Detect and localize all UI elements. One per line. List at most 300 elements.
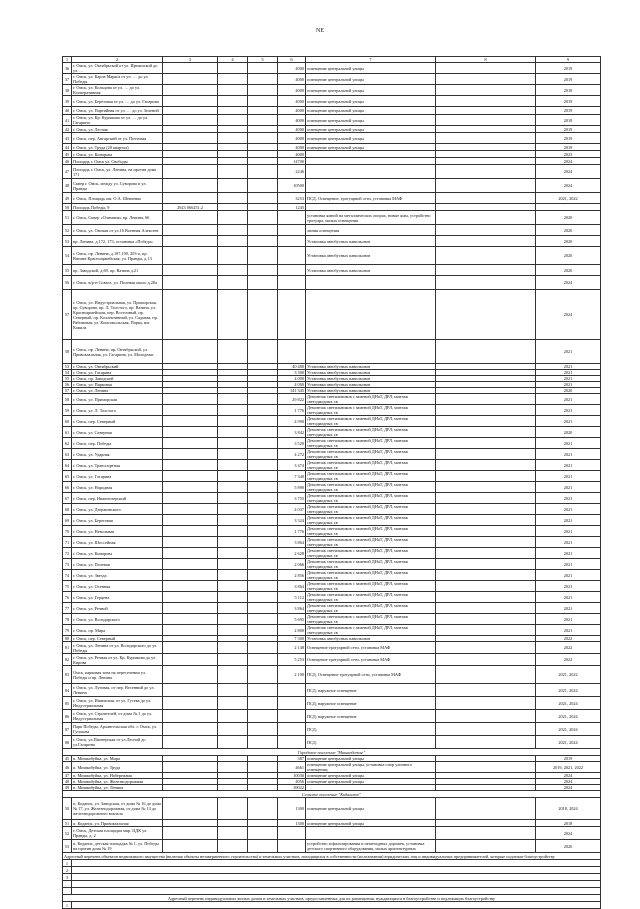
col4-cell [218, 710, 248, 723]
row-number-cell: 76 [63, 592, 72, 603]
col3-cell [163, 290, 218, 340]
table-row [63, 570, 601, 581]
col8-cell [436, 204, 536, 211]
year-cell: 2021 [536, 625, 601, 636]
col4-cell [218, 144, 248, 151]
year-cell: 2021 [536, 504, 601, 515]
col8-cell [436, 179, 536, 193]
col5-cell [248, 736, 278, 749]
year-cell: 2019 [536, 96, 601, 107]
col5-cell [248, 144, 278, 151]
row-number-cell: 44 [63, 144, 72, 151]
year-cell: 2021 [536, 340, 601, 364]
year-cell: 2020 [536, 840, 601, 853]
work-cell: освещение центральной улицы [306, 779, 436, 785]
col4-cell [218, 96, 248, 107]
col3-cell [163, 460, 218, 471]
work-cell: Демонтаж светильников с заменой ДНаТ, ДРЛ, монтаж светодиодных св [306, 394, 436, 405]
work-cell: Демонтаж светильников с заменой ДНаТ, ДРЛ, монтаж светодиодных св [306, 416, 436, 427]
col5-cell [248, 482, 278, 493]
col3-cell [163, 614, 218, 625]
col5-cell [248, 96, 278, 107]
col3-cell [163, 798, 218, 820]
work-cell: ПСД, Освещение, тротуарной сети, установка МАФ [306, 193, 436, 204]
address-cell: г. Омск, ул. Народная [72, 482, 163, 493]
col5-cell [248, 115, 278, 126]
address-cell: г. Омск, ул. Приморская [72, 394, 163, 405]
area-cell [278, 225, 306, 236]
work-cell [306, 340, 436, 364]
col5-cell [248, 827, 278, 840]
col3-cell [163, 482, 218, 493]
header-cell-3: 3 [163, 57, 218, 63]
year-cell: 2024 [536, 165, 601, 179]
col8-cell [436, 107, 536, 115]
year-cell: 2021 [536, 570, 601, 581]
col3-cell [163, 438, 218, 449]
work-cell: Демонтаж светильников с заменой ДНаТ, ДРЛ, монтаж светодиодных св [306, 537, 436, 548]
year-cell: 2024 [536, 779, 601, 785]
address-cell: г. Омск, ул. Речная от ул. Кр. Куршкова до ул. Кирова [72, 654, 163, 666]
address-cell: г. Омск, пр. Заводской [72, 376, 163, 382]
col8-cell [436, 581, 536, 592]
table-row [63, 840, 601, 853]
col4-cell [218, 340, 248, 364]
col4-cell [218, 537, 248, 548]
col3-cell [163, 151, 218, 158]
year-cell: 2021, 2022 [536, 193, 601, 204]
col4-cell [218, 394, 248, 405]
col5-cell [248, 504, 278, 515]
col3-cell [163, 526, 218, 537]
row-number-cell: 2 [63, 867, 72, 874]
address-cell: г. Омск, пр. Ленина, пр. Октябрьской, ул. Привокзальная, ул. Гагарина, ул. Молодежи [72, 340, 163, 364]
area-cell: 10500 [278, 179, 306, 193]
table-row [63, 625, 601, 636]
address-cell: Площадь Победы, 9 [72, 204, 163, 211]
note-row [63, 853, 601, 860]
col8-cell [436, 471, 536, 482]
address-cell: г. Омск, пер. Северный [72, 636, 163, 642]
work-cell: устройство асфальтирования и пешеходных дорожек, установка детского спортивного оборудования, малых архитектурных [306, 840, 436, 853]
area-cell: 1245 [278, 204, 306, 211]
row-number-cell: 67 [63, 493, 72, 504]
table-row [63, 592, 601, 603]
col4-cell [218, 63, 248, 74]
table-row [63, 537, 601, 548]
address-cell: г. Омск, ул. Шоссейная [72, 537, 163, 548]
work-cell: ПСД; наружное освещение [306, 684, 436, 697]
header-cell-2: 2 [72, 57, 163, 63]
address-cell: г. Омск, ул. Строителей, от дома № 1 до ул. Индустриальная [72, 710, 163, 723]
year-cell: 2021 [536, 581, 601, 592]
address-cell: г. Омск, ул. Комарова [72, 151, 163, 158]
year-cell: 2019 [536, 74, 601, 85]
address-cell: г. Омск, ул. Труда (20 квартал) [72, 144, 163, 151]
area-cell: 2 628 [278, 548, 306, 559]
col8-cell [436, 570, 536, 581]
col5-cell [248, 654, 278, 666]
table-row [63, 614, 601, 625]
address-cell: г. Омск, ул. Ленина [72, 388, 163, 394]
col8-cell [436, 144, 536, 151]
address-cell: г. Омск, ул. Ударная [72, 449, 163, 460]
col8-cell [436, 276, 536, 290]
col4-cell [218, 225, 248, 236]
area-cell: 141 345 [278, 388, 306, 394]
work-cell: Установка автобусных павильонов [306, 376, 436, 382]
area-cell: 5 253 [278, 654, 306, 666]
area-cell [278, 684, 306, 697]
work-cell: освещение центральной улицы [306, 126, 436, 133]
table-row [63, 798, 601, 820]
col4-cell [218, 211, 248, 225]
table-row [63, 526, 601, 537]
col8-cell [436, 158, 536, 165]
area-cell: 4000 [278, 85, 306, 96]
year-cell: 2021, 2024 [536, 723, 601, 736]
col3-cell [163, 193, 218, 204]
address-cell: г. Омск, пер. Ангарский от ул. Почтовая [72, 133, 163, 144]
work-cell [306, 151, 436, 158]
col5-cell [248, 710, 278, 723]
year-cell: 2020 [536, 236, 601, 247]
col8-cell [436, 515, 536, 526]
work-cell: Установка автобусных павильонов [306, 265, 436, 276]
address-cell: пр. Ленина, д.172, 173, остановка «Победа» [72, 236, 163, 247]
address-cell: г. Омск, ул. Осенняя [72, 581, 163, 592]
table-row [63, 265, 601, 276]
col3-cell [163, 144, 218, 151]
year-cell: 2021 [536, 405, 601, 416]
col8-cell [436, 460, 536, 471]
empty-cell [72, 860, 601, 867]
col3-cell: 2923 066251.2 [163, 204, 218, 211]
area-cell [278, 723, 306, 736]
row-number-cell: 47 [63, 773, 72, 779]
address-cell: г. Омск, ул. Октябрьской от ул. Иртышской до ул. … [72, 63, 163, 74]
work-cell: освещение центральной улицы [306, 820, 436, 827]
col3-cell [163, 63, 218, 74]
col3-cell [163, 276, 218, 290]
area-cell [278, 840, 306, 853]
area-cell: 4000 [278, 151, 306, 158]
col8-cell [436, 85, 536, 96]
row-number-cell: 55 [63, 265, 72, 276]
address-cell: г. Омск, ул. Партийная от ул. … до ул. Зеленой [72, 107, 163, 115]
row-number-cell: 1 [63, 902, 72, 909]
table-row [63, 340, 601, 364]
col5-cell [248, 471, 278, 482]
year-cell: 2021 [536, 471, 601, 482]
area-cell [278, 276, 306, 290]
empty-cell [72, 867, 601, 874]
work-cell: Демонтаж светильников с заменой ДНаТ, ДРЛ, монтаж светодиодных св [306, 515, 436, 526]
table-row [63, 204, 601, 211]
table-row [63, 126, 601, 133]
work-cell: Демонтаж светильников с заменой ДНаТ, ДРЛ, монтаж светодиодных св [306, 438, 436, 449]
address-cell: Площадь г. Омск, ул. Ленина, на против дома 171 [72, 165, 163, 179]
year-cell: 2021 [536, 370, 601, 376]
col5-cell [248, 614, 278, 625]
address-cell: г. Омск, ул. Звезда [72, 570, 163, 581]
year-cell: 2019 [536, 144, 601, 151]
col5-cell [248, 697, 278, 710]
col8-cell [436, 225, 536, 236]
col3-cell [163, 179, 218, 193]
col5-cell [248, 85, 278, 96]
col8-cell [436, 211, 536, 225]
col8-cell [436, 449, 536, 460]
col3-cell [163, 654, 218, 666]
area-cell: 2246 [278, 165, 306, 179]
col3-cell [163, 570, 218, 581]
col4-cell [218, 247, 248, 265]
address-cell: г. Омск, ул. Транспортная [72, 460, 163, 471]
col4-cell [218, 570, 248, 581]
col5-cell [248, 684, 278, 697]
row-number-cell: 45 [63, 756, 72, 762]
col5-cell [248, 581, 278, 592]
col8-cell [436, 526, 536, 537]
col8-cell [436, 63, 536, 74]
col4-cell [218, 515, 248, 526]
year-cell: 2021, 2022 [536, 666, 601, 684]
area-cell: 3 842 [278, 427, 306, 438]
col4-cell [218, 666, 248, 684]
col4-cell [218, 736, 248, 749]
col3-cell [163, 115, 218, 126]
col5-cell [248, 723, 278, 736]
row-number-cell: 55 [63, 376, 72, 382]
work-cell: Демонтаж светильников с заменой ДНаТ, ДРЛ, монтаж светодиодных св [306, 482, 436, 493]
col8-cell [436, 559, 536, 570]
work-cell: освещение центральной улицы [306, 74, 436, 85]
col8-cell [436, 340, 536, 364]
year-cell: 2018 [536, 115, 601, 126]
work-cell: Освещение тротуарной сети, установка МАФ [306, 654, 436, 666]
work-cell: Установка автобусных павильонов [306, 382, 436, 388]
table-row [63, 158, 601, 165]
work-cell: линия освещения [306, 225, 436, 236]
col5-cell [248, 405, 278, 416]
year-cell: 2021 [536, 592, 601, 603]
table-row [63, 515, 601, 526]
row-number-cell: 42 [63, 126, 72, 133]
col5-cell [248, 74, 278, 85]
address-cell: п. Мишкобуйка, ул. Ленина [72, 785, 163, 791]
row-number-cell: 62 [63, 438, 72, 449]
col3-cell [163, 515, 218, 526]
address-cell: Парк Победы, Архангельская обл. г. Омск, ул. Гуськова [72, 723, 163, 736]
col5-cell [248, 265, 278, 276]
col4-cell [218, 204, 248, 211]
row-number-cell: 79 [63, 625, 72, 636]
area-cell: 3253 [278, 193, 306, 204]
address-cell: г. Омск, ул. Луговая, от пер. Весенний до ул. Ленина [72, 684, 163, 697]
row-number-cell: 52 [63, 225, 72, 236]
address-cell: п. Мишкобуйка, ул. Мира [72, 756, 163, 762]
col8-cell [436, 654, 536, 666]
area-cell: 4000 [278, 107, 306, 115]
table-row [63, 559, 601, 570]
col4-cell [218, 74, 248, 85]
area-cell: 39022 [278, 785, 306, 791]
col3-cell [163, 158, 218, 165]
year-cell: 2021 [536, 493, 601, 504]
area-cell [278, 710, 306, 723]
col3-cell [163, 625, 218, 636]
col4-cell [218, 827, 248, 840]
table-row [63, 723, 601, 736]
area-cell: 2 066 [278, 559, 306, 570]
work-cell: Демонтаж светильников с заменой ДНаТ, ДРЛ, монтаж светодиодных св [306, 581, 436, 592]
col8-cell [436, 548, 536, 559]
col8-cell [436, 165, 536, 179]
col8-cell [436, 736, 536, 749]
col5-cell [248, 603, 278, 614]
row-number-cell: 41 [63, 115, 72, 126]
col3-cell [163, 133, 218, 144]
address-cell: Сквер г. Омск, между ул. Суворова и ул. Правды [72, 179, 163, 193]
col8-cell [436, 236, 536, 247]
col4-cell [218, 290, 248, 340]
table-row [63, 827, 601, 840]
col4-cell [218, 625, 248, 636]
work-cell: Демонтаж светильников с заменой ДНаТ, ДРЛ, монтаж светодиодных св [306, 625, 436, 636]
area-cell [278, 290, 306, 340]
col4-cell [218, 614, 248, 625]
col4-cell [218, 697, 248, 710]
area-cell: 1 776 [278, 405, 306, 416]
col5-cell [248, 570, 278, 581]
area-cell: 4000 [278, 74, 306, 85]
work-cell: Демонтаж светильников с заменой ДНаТ, ДРЛ, монтаж светодиодных св [306, 592, 436, 603]
year-cell: 2021 [536, 364, 601, 370]
col8-cell [436, 74, 536, 85]
work-cell: освещение центральной улицы [306, 756, 436, 762]
col8-cell [436, 126, 536, 133]
header-cell-4: 4 [218, 57, 248, 63]
work-cell: освещение центральной улицы, установка опор уличного освещения; [306, 762, 436, 773]
col3-cell [163, 736, 218, 749]
year-cell: 2024 [536, 158, 601, 165]
col3-cell [163, 548, 218, 559]
work-cell: Установка автобусных павильонов [306, 236, 436, 247]
row-number-cell: 46 [63, 158, 72, 165]
note-text: Адресный перечень индивидуальных жилых домов и земельных участков, предоставленных для их размещения, нуждающихся в благоустройстве и подлежащих благоустройству [63, 895, 601, 902]
empty-cell [72, 888, 601, 895]
table-row [63, 394, 601, 405]
col5-cell [248, 394, 278, 405]
col4-cell [218, 449, 248, 460]
year-cell: 2019 [536, 107, 601, 115]
year-cell: 2022 [536, 654, 601, 666]
address-cell: г. Омск, ул. Карла Маркса от ул. … до ул. Победы [72, 74, 163, 85]
col4-cell [218, 642, 248, 654]
col3-cell [163, 710, 218, 723]
address-cell: г. Омск, пер. Нижнеозерский [72, 493, 163, 504]
row-number-cell: 53 [63, 236, 72, 247]
col5-cell [248, 666, 278, 684]
year-cell: 2021 [536, 482, 601, 493]
row-number-cell: 75 [63, 581, 72, 592]
year-cell: 2021 [536, 614, 601, 625]
year-cell: 2021, 2024 [536, 684, 601, 697]
col4-cell [218, 559, 248, 570]
row-number-cell: 87 [63, 723, 72, 736]
col3-cell [163, 723, 218, 736]
col3-cell [163, 642, 218, 654]
row-number-cell: 66 [63, 482, 72, 493]
table-row [63, 427, 601, 438]
work-cell: ПСД; наружное освещение [306, 710, 436, 723]
row-number-cell: 53 [63, 364, 72, 370]
address-cell: г. Омск, ул. Октябрьский [72, 364, 163, 370]
col8-cell [436, 482, 536, 493]
year-cell: 2021 [536, 416, 601, 427]
blank-row [63, 881, 601, 888]
col3-cell [163, 581, 218, 592]
blank-row [63, 902, 601, 909]
area-cell: 4 037 [278, 504, 306, 515]
row-number-cell: 40 [63, 107, 72, 115]
col8-cell [436, 96, 536, 107]
table-row [63, 416, 601, 427]
col4-cell [218, 526, 248, 537]
section-title: Городское поселение "Мишкобожье" [63, 749, 601, 756]
col3-cell [163, 165, 218, 179]
year-cell: 2020 [536, 211, 601, 225]
row-number-cell: 56 [63, 382, 72, 388]
area-cell: 4000 [278, 126, 306, 133]
address-cell: п. Коданск, детская площадка № 1, ул. Победы на против дома № 19 [72, 840, 163, 853]
row-number-cell: 51 [63, 820, 72, 827]
col3-cell [163, 827, 218, 840]
area-cell: 7 340 [278, 471, 306, 482]
col3-cell [163, 697, 218, 710]
col8-cell [436, 416, 536, 427]
col3-cell [163, 684, 218, 697]
area-cell: 10030 [278, 773, 306, 779]
table-row [63, 236, 601, 247]
address-cell: г. Омск, ул. Омская от ул.16 Военная Алексеев [72, 225, 163, 236]
col4-cell [218, 85, 248, 96]
table-row [63, 290, 601, 340]
address-cell: Площадь г. Омск ул. Свободы [72, 158, 163, 165]
col4-cell [218, 762, 248, 773]
col3-cell [163, 471, 218, 482]
col3-cell [163, 394, 218, 405]
row-number-cell: 70 [63, 526, 72, 537]
col4-cell [218, 165, 248, 179]
col3-cell [163, 820, 218, 827]
area-cell: 5 695 [278, 614, 306, 625]
address-cell: г. Омск, пер. Победы [72, 438, 163, 449]
area-cell: 4000 [278, 115, 306, 126]
col3-cell [163, 236, 218, 247]
row-number-cell: 49 [63, 785, 72, 791]
row-number-cell: 65 [63, 471, 72, 482]
year-cell: 2021 [536, 394, 601, 405]
table-row [63, 96, 601, 107]
col3-cell [163, 559, 218, 570]
work-cell: Демонтаж светильников с заменой ДНаТ, ДРЛ, монтаж светодиодных св [306, 471, 436, 482]
area-cell: 4 990 [278, 416, 306, 427]
address-cell: г. Омск, ул. Невольная [72, 526, 163, 537]
year-cell: 2021 [536, 449, 601, 460]
col5-cell [248, 340, 278, 364]
